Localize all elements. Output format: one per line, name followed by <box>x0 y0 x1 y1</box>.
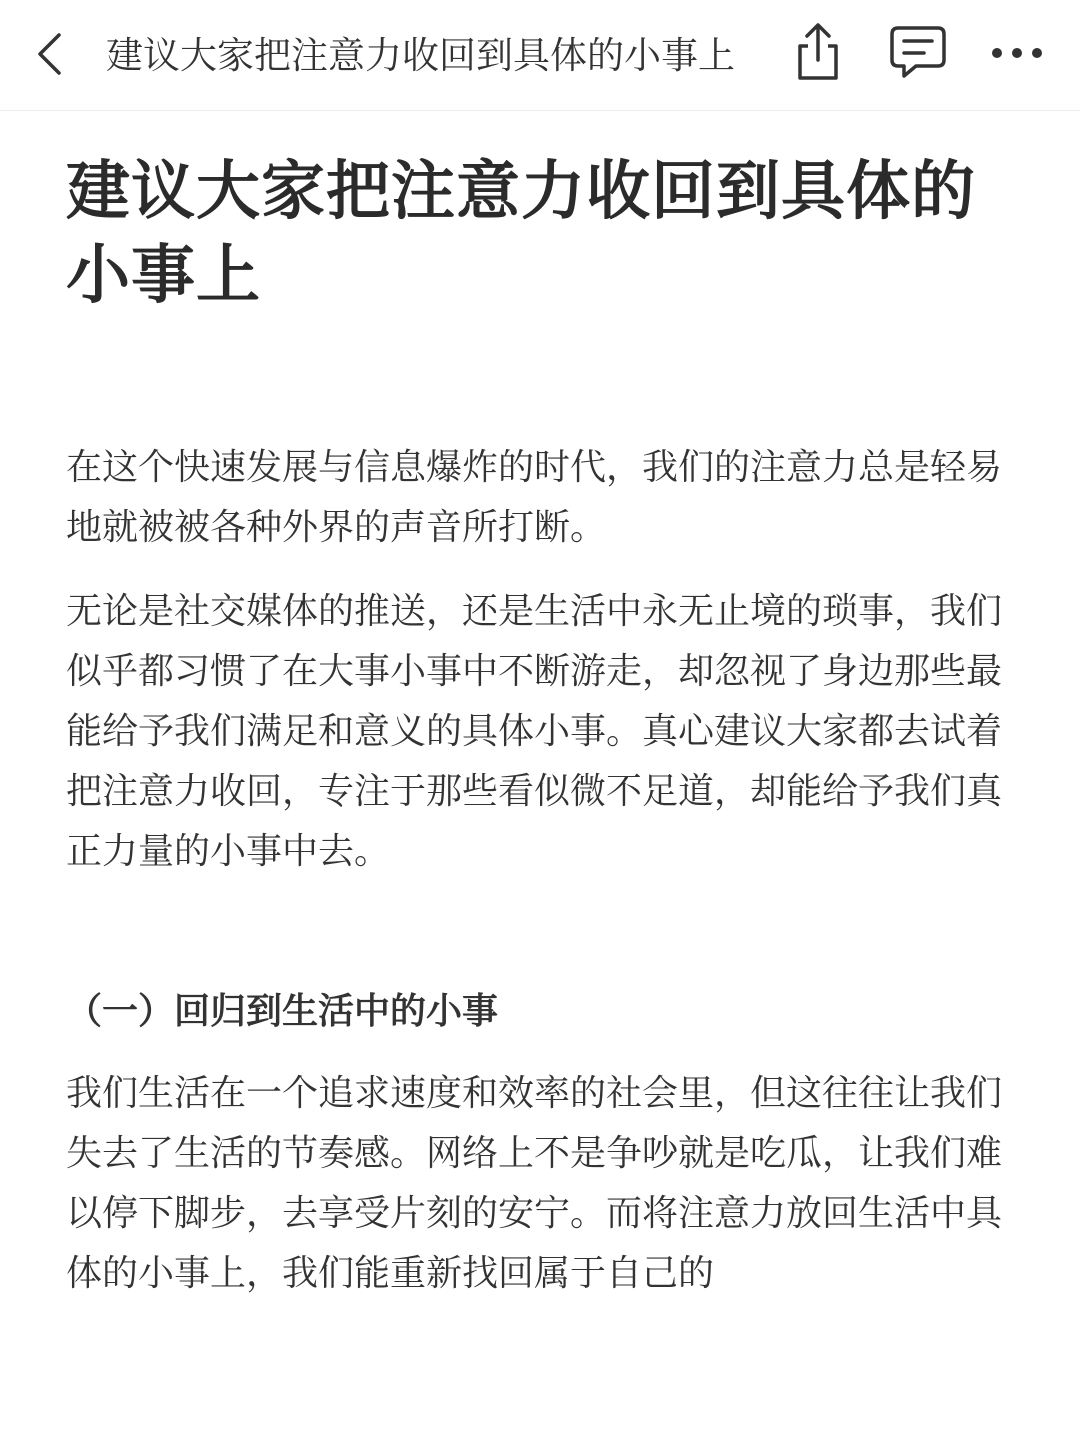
back-button[interactable] <box>26 30 74 82</box>
more-icon <box>989 45 1045 64</box>
comment-icon <box>888 24 948 84</box>
share-icon <box>792 22 844 86</box>
article-paragraph: 无论是社交媒体的推送，还是生活中永无止境的琐事，我们似乎都习惯了在大事小事中不断游走，却忽视了身边那些最能给予我们满足和意义的具体小事。真心建议大家都去试着把注意力收回，专注于那些看似微不足道，却能给予我们真正力量的小事中去。 <box>66 591 1003 872</box>
section-heading: （一）回归到生活中的小事 <box>66 991 499 1032</box>
article-paragraph: 在这个快速发展与信息爆炸的时代，我们的注意力总是轻易地就被被各种外界的声音所打断。 <box>66 447 1003 548</box>
nav-title: 建议大家把注意力收回到具体的小事上 <box>106 34 735 77</box>
chevron-left-icon <box>35 32 65 80</box>
top-navigation-bar <box>0 0 1080 111</box>
article-content <box>66 150 1006 1304</box>
comment-button[interactable] <box>886 22 950 86</box>
article-title: 建议大家把注意力收回到具体的小事上 <box>66 155 976 313</box>
article-paragraph: 我们生活在一个追求速度和效率的社会里，但这往往让我们失去了生活的节奏感。网络上不是争吵就是吃瓜，让我们难以停下脚步，去享受片刻的安宁。而将注意力放回生活中具体的小事上，我们能重新找回属于自己的 <box>66 1073 1003 1294</box>
more-button[interactable] <box>985 22 1049 86</box>
share-button[interactable] <box>786 22 850 86</box>
